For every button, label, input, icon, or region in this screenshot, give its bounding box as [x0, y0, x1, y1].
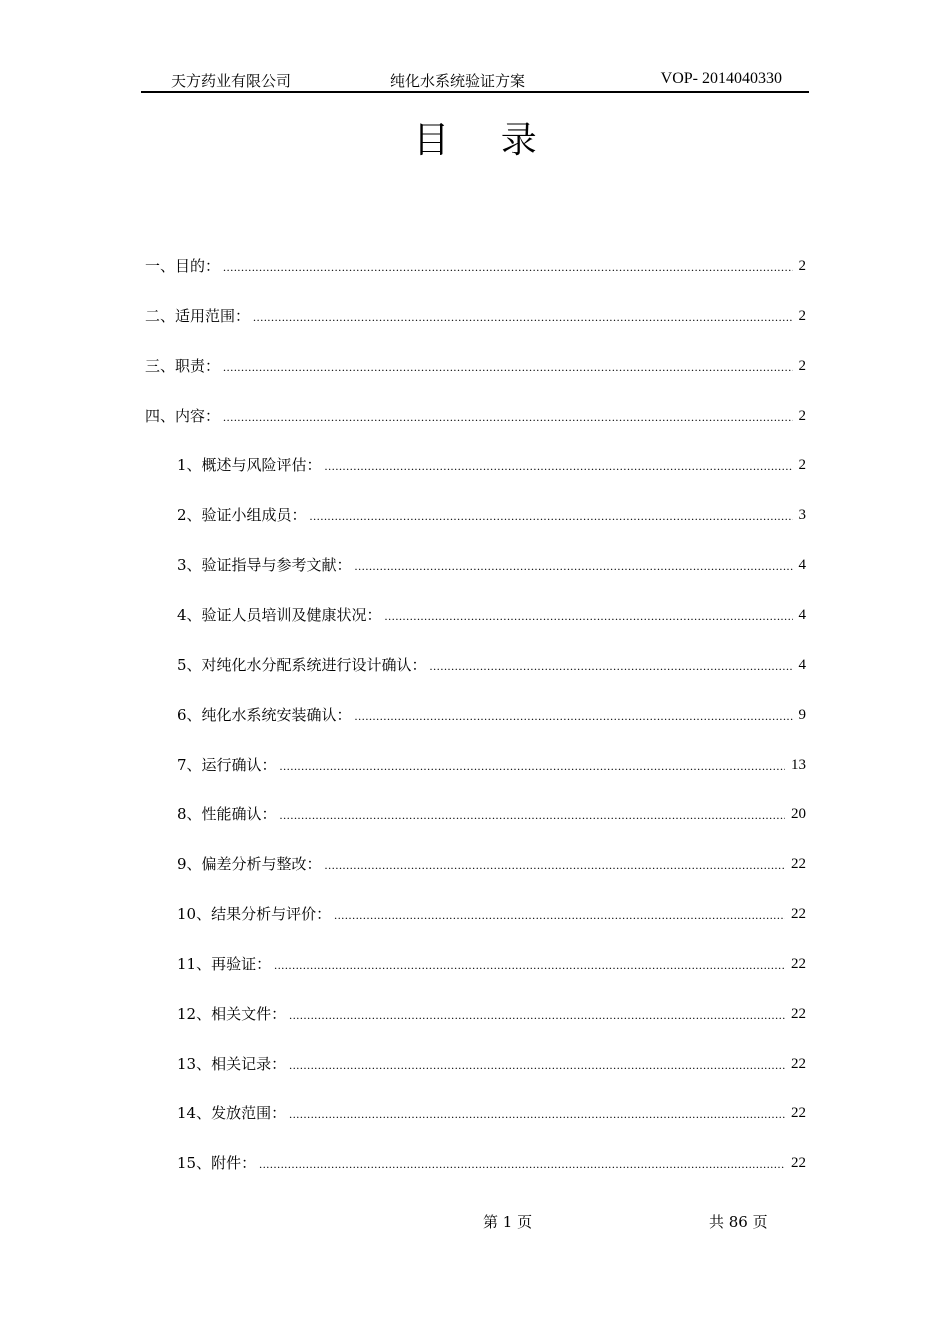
- toc-entry-page: 22: [791, 1056, 806, 1072]
- toc-entry[interactable]: [177, 455, 806, 475]
- toc-entry-page: 2: [798, 408, 806, 424]
- toc-dot-leader: [274, 956, 785, 974]
- toc-entry[interactable]: [177, 655, 806, 675]
- toc-entry-label: 2、验证小组成员：: [177, 506, 307, 524]
- toc-entry-label: 7、运行确认：: [177, 756, 277, 774]
- toc-entry[interactable]: [177, 1103, 806, 1123]
- toc-entry-label: 1、概述与风险评估：: [177, 456, 322, 474]
- toc-entry-page: 4: [798, 557, 806, 573]
- toc-entry-page: 4: [798, 657, 806, 673]
- toc-dot-leader: [430, 657, 793, 675]
- toc-entry-page: 20: [791, 806, 806, 822]
- toc-dot-leader: [355, 557, 793, 575]
- toc-dot-leader: [259, 1155, 785, 1173]
- toc-entry-label: 3、验证指导与参考文献：: [177, 556, 352, 574]
- toc-entry[interactable]: [177, 705, 806, 725]
- toc-entry-label: 5、对纯化水分配系统进行设计确认：: [177, 656, 427, 674]
- toc-dot-leader: [280, 806, 785, 824]
- toc-title: 目 录: [413, 120, 557, 161]
- toc-entry-label: 15、附件：: [177, 1154, 257, 1172]
- toc-entry[interactable]: [177, 804, 806, 824]
- toc-entry-label: 一、目的：: [145, 257, 221, 275]
- toc-entry-label: 6、纯化水系统安装确认：: [177, 706, 352, 724]
- toc-dot-leader: [385, 607, 793, 625]
- toc-entry-label: 二、适用范围：: [145, 307, 251, 325]
- toc-entry[interactable]: [177, 755, 806, 775]
- toc-entry[interactable]: [177, 1153, 806, 1173]
- page-header: [141, 68, 809, 92]
- toc-entry[interactable]: [177, 854, 806, 874]
- toc-entry[interactable]: [145, 406, 806, 426]
- toc-entry[interactable]: [145, 256, 806, 276]
- toc-entry-page: 9: [798, 707, 806, 723]
- header-doc-title: 纯化水系统验证方案: [390, 72, 526, 90]
- header-company: 天方药业有限公司: [171, 72, 292, 90]
- toc-dot-leader: [223, 408, 792, 426]
- toc-dot-leader: [280, 757, 785, 775]
- toc-entry-label: 9、偏差分析与整改：: [177, 855, 322, 873]
- header-doc-code: VOP- 2014040330: [660, 70, 782, 87]
- toc-entry-page: 4: [798, 607, 806, 623]
- toc-entry-page: 13: [791, 757, 806, 773]
- toc-dot-leader: [325, 457, 793, 475]
- toc-entry-page: 2: [798, 457, 806, 473]
- toc-dot-leader: [310, 507, 793, 525]
- footer-page-number: 第 1 页: [483, 1213, 533, 1231]
- toc-entry-page: 22: [791, 1105, 806, 1121]
- toc-entry-page: 22: [791, 856, 806, 872]
- toc-dot-leader: [325, 856, 785, 874]
- toc-dot-leader: [223, 358, 792, 376]
- toc-entry-page: 2: [798, 358, 806, 374]
- toc-dot-leader: [334, 906, 785, 924]
- toc-entry-label: 8、性能确认：: [177, 805, 277, 823]
- toc-entry-label: 11、再验证：: [177, 955, 272, 973]
- footer-total-pages: 共 86 页: [709, 1213, 768, 1231]
- toc-entry[interactable]: [177, 605, 806, 625]
- toc-entry[interactable]: [145, 306, 806, 326]
- toc-entry-label: 4、验证人员培训及健康状况：: [177, 606, 382, 624]
- toc-entry-page: 22: [791, 1155, 806, 1171]
- toc-entry[interactable]: [177, 555, 806, 575]
- toc-entry-page: 2: [798, 258, 806, 274]
- toc-dot-leader: [253, 308, 792, 326]
- toc-entry-page: 2: [798, 308, 806, 324]
- toc-entry[interactable]: [177, 954, 806, 974]
- toc-entry[interactable]: [145, 356, 806, 376]
- toc-entry[interactable]: [177, 505, 806, 525]
- toc-dot-leader: [289, 1056, 785, 1074]
- toc-entry-page: 22: [791, 1006, 806, 1022]
- toc-entry-label: 10、结果分析与评价：: [177, 905, 332, 923]
- toc-entry[interactable]: [177, 1054, 806, 1074]
- toc-entry-label: 四、内容：: [145, 407, 221, 425]
- toc-entry[interactable]: [177, 1004, 806, 1024]
- toc-entry-page: 3: [798, 507, 806, 523]
- toc-dot-leader: [289, 1006, 785, 1024]
- toc-dot-leader: [289, 1105, 785, 1123]
- toc-entry-page: 22: [791, 956, 806, 972]
- toc-dot-leader: [355, 707, 793, 725]
- toc-entry-label: 三、职责：: [145, 357, 221, 375]
- toc-entry-label: 13、相关记录：: [177, 1055, 287, 1073]
- toc-entry[interactable]: [177, 904, 806, 924]
- toc-entry-label: 14、发放范围：: [177, 1104, 287, 1122]
- toc-entry-page: 22: [791, 906, 806, 922]
- header-divider: [141, 91, 809, 93]
- toc-entry-label: 12、相关文件：: [177, 1005, 287, 1023]
- toc-dot-leader: [223, 258, 792, 276]
